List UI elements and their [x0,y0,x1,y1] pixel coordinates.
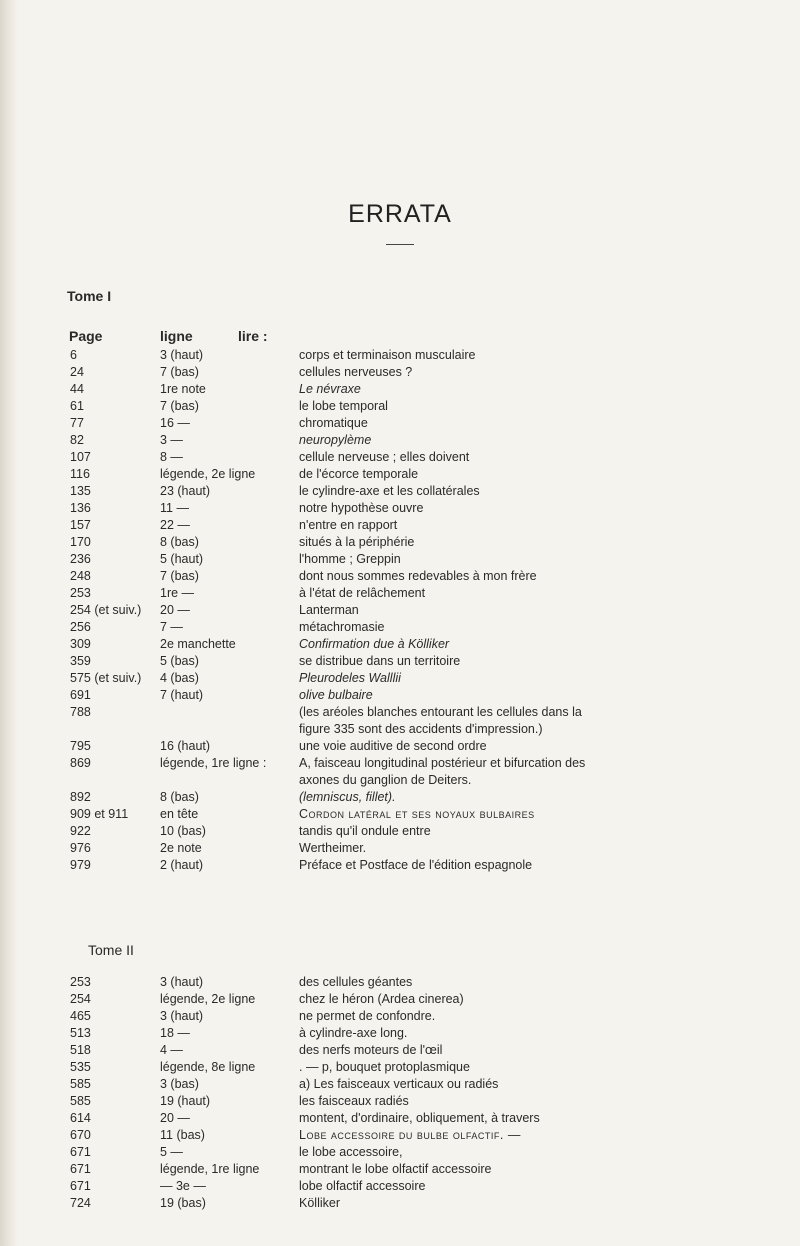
errata-line: 11 (bas) [160,1128,205,1142]
errata-page: 976 [70,841,91,855]
errata-correction: montrant le lobe olfactif accessoire [299,1162,492,1176]
errata-page: 518 [70,1043,91,1057]
errata-line: légende, 1re ligne : [160,756,267,770]
errata-correction: neuropylème [299,433,372,447]
errata-page: 61 [70,399,84,413]
errata-row [0,806,800,823]
errata-row [0,381,800,398]
errata-correction: les faisceaux radiés [299,1094,409,1108]
errata-line: 11 — [160,501,189,515]
errata-page: 24 [70,365,84,379]
errata-page: 256 [70,620,91,634]
errata-correction: Lobe accessoire du bulbe olfactif. — [299,1128,521,1142]
errata-correction: dont nous sommes redevables à mon frère [299,569,537,583]
errata-line: légende, 1re ligne [160,1162,260,1176]
errata-row [0,551,800,568]
errata-correction: chromatique [299,416,368,430]
errata-line: 3 (haut) [160,975,204,989]
errata-line: 1re note [160,382,206,396]
errata-page: 979 [70,858,91,872]
errata-row [0,1178,800,1195]
errata-page: 575 (et suiv.) [70,671,142,685]
errata-line: — 3e — [160,1179,206,1193]
errata-line: 16 — [160,416,190,430]
errata-correction: olive bulbaire [299,688,373,702]
errata-correction: cellules nerveuses ? [299,365,413,379]
errata-line: 7 — [160,620,183,634]
errata-row [0,500,800,517]
errata-row [0,347,800,364]
errata-row [0,704,800,738]
column-header-page: Page [69,328,103,344]
errata-line: 23 (haut) [160,484,211,498]
errata-correction: Lanterman [299,603,359,617]
errata-page: 248 [70,569,91,583]
errata-line: 20 — [160,603,190,617]
errata-row [0,534,800,551]
errata-correction: A, faisceau longitudinal postérieur et bifurcation des [299,756,586,770]
column-header-ligne: ligne [160,328,193,344]
column-header-lire: lire : [238,328,268,344]
errata-page: 671 [70,1179,91,1193]
errata-row [0,466,800,483]
errata-correction: tandis qu'il ondule entre [299,824,431,838]
errata-row [0,840,800,857]
page-title: ERRATA [348,200,452,228]
errata-correction: notre hypothèse ouvre [299,501,424,515]
errata-line: légende, 2e ligne [160,992,256,1006]
errata-line: 2e manchette [160,637,236,651]
errata-page: 254 (et suiv.) [70,603,142,617]
errata-line: 5 — [160,1145,183,1159]
errata-page: 922 [70,824,91,838]
errata-line: 4 — [160,1043,183,1057]
errata-correction: Préface et Postface de l'édition espagnole [299,858,533,872]
errata-row [0,398,800,415]
errata-page: 691 [70,688,91,702]
errata-page: 671 [70,1162,91,1176]
errata-page: 82 [70,433,84,447]
errata-line: 8 (bas) [160,535,199,549]
errata-row [0,1195,800,1212]
errata-correction: une voie auditive de second ordre [299,739,487,753]
errata-page: 170 [70,535,91,549]
errata-page: 107 [70,450,91,464]
errata-correction: chez le héron (Ardea cinerea) [299,992,464,1006]
errata-page: 585 [70,1094,91,1108]
errata-line: 20 — [160,1111,190,1125]
errata-page: 253 [70,975,91,989]
errata-page: 236 [70,552,91,566]
errata-line: 7 (bas) [160,365,199,379]
column-headers [0,328,800,348]
errata-line: 3 (bas) [160,1077,199,1091]
errata-line: 3 (haut) [160,1009,204,1023]
errata-row [0,1110,800,1127]
errata-row [0,415,800,432]
errata-correction: Confirmation due à Kölliker [299,637,450,651]
tome-1-heading: Tome I [67,288,112,304]
errata-line: 2e note [160,841,202,855]
errata-line: 18 — [160,1026,190,1040]
errata-correction: montent, d'ordinaire, obliquement, à travers [299,1111,540,1125]
errata-line: 7 (bas) [160,399,199,413]
tome-2-heading: Tome II [88,942,134,958]
errata-row [0,670,800,687]
errata-page: 909 et 911 [70,807,129,821]
errata-correction: Le névraxe [299,382,361,396]
errata-row [0,483,800,500]
errata-row [0,1025,800,1042]
errata-page: 724 [70,1196,91,1210]
errata-page: 6 [70,348,77,362]
errata-row [0,1161,800,1178]
errata-row [0,823,800,840]
errata-line: 2 (haut) [160,858,204,872]
errata-line: 8 (bas) [160,790,199,804]
errata-correction: se distribue dans un territoire [299,654,461,668]
errata-correction: à cylindre-axe long. [299,1026,408,1040]
errata-line: 8 — [160,450,183,464]
errata-line: 22 — [160,518,190,532]
errata-page: 892 [70,790,91,804]
errata-row [0,857,800,874]
errata-page: 614 [70,1111,91,1125]
errata-row [0,1008,800,1025]
errata-page: 77 [70,416,84,430]
errata-correction: ne permet de confondre. [299,1009,436,1023]
errata-row [0,1144,800,1161]
errata-row [0,602,800,619]
errata-page: 671 [70,1145,91,1159]
errata-row [0,517,800,534]
errata-row [0,1093,800,1110]
errata-row [0,1076,800,1093]
errata-page: 136 [70,501,91,515]
errata-page: 253 [70,586,91,600]
errata-correction: situés à la périphérie [299,535,415,549]
errata-row [0,1127,800,1144]
errata-correction: des cellules géantes [299,975,413,989]
errata-correction: cellule nerveuse ; elles doivent [299,450,470,464]
errata-page: 359 [70,654,91,668]
errata-page: 157 [70,518,91,532]
errata-row [0,755,800,789]
errata-page: 585 [70,1077,91,1091]
errata-correction: Cordon latéral et ses noyaux bulbaires [299,807,535,821]
errata-line: légende, 8e ligne [160,1060,256,1074]
errata-correction: a) Les faisceaux verticaux ou radiés [299,1077,499,1091]
errata-correction: le lobe accessoire, [299,1145,403,1159]
errata-line: 19 (bas) [160,1196,206,1210]
errata-page: 795 [70,739,91,753]
errata-correction: l'homme ; Greppin [299,552,401,566]
errata-correction: Wertheimer. [299,841,367,855]
errata-row [0,1042,800,1059]
errata-line: 7 (haut) [160,688,204,702]
errata-correction: (les aréoles blanches entourant les cellules dans la [299,705,582,719]
errata-correction: le cylindre-axe et les collatérales [299,484,480,498]
errata-row [0,687,800,704]
errata-correction: Kölliker [299,1196,340,1210]
errata-correction: n'entre en rapport [299,518,398,532]
errata-page: 535 [70,1060,91,1074]
errata-correction-continued: figure 335 sont des accidents d'impression.) [299,722,543,736]
errata-row [0,364,800,381]
errata-page: 254 [70,992,91,1006]
errata-row [0,568,800,585]
errata-row [0,619,800,636]
errata-correction: métachromasie [299,620,385,634]
errata-page: 869 [70,756,91,770]
errata-page: 465 [70,1009,91,1023]
errata-correction: des nerfs moteurs de l'œil [299,1043,443,1057]
errata-row [0,974,800,991]
errata-row [0,653,800,670]
errata-page: 135 [70,484,91,498]
errata-correction: (lemniscus, fillet). [299,790,396,804]
tome-1-errata-list [0,347,800,874]
errata-correction: de l'écorce temporale [299,467,419,481]
errata-correction: à l'état de relâchement [299,586,426,600]
errata-correction: Pleurodeles Walllii [299,671,401,685]
errata-line: 16 (haut) [160,739,211,753]
errata-correction-continued: axones du ganglion de Deiters. [299,773,472,787]
errata-correction: . — p, bouquet protoplasmique [299,1060,470,1074]
errata-line: 3 (haut) [160,348,204,362]
errata-row [0,1059,800,1076]
errata-page: 670 [70,1128,91,1142]
title-rule [386,244,414,245]
errata-line: 1re — [160,586,195,600]
errata-row [0,789,800,806]
errata-line: 5 (bas) [160,654,199,668]
errata-page: 309 [70,637,91,651]
errata-row [0,432,800,449]
errata-line: 5 (haut) [160,552,204,566]
errata-row [0,449,800,466]
errata-line: en tête [160,807,199,821]
tome-2-errata-list [0,974,800,1212]
errata-row [0,991,800,1008]
errata-row [0,636,800,653]
errata-correction: corps et terminaison musculaire [299,348,476,362]
errata-line: 19 (haut) [160,1094,211,1108]
errata-correction: le lobe temporal [299,399,388,413]
errata-row [0,738,800,755]
errata-line: légende, 2e ligne [160,467,256,481]
errata-line: 3 — [160,433,183,447]
errata-line: 10 (bas) [160,824,206,838]
errata-page: 116 [70,467,90,481]
errata-page: 44 [70,382,84,396]
errata-page: 788 [70,705,91,719]
errata-correction: lobe olfactif accessoire [299,1179,426,1193]
errata-line: 4 (bas) [160,671,199,685]
errata-line: 7 (bas) [160,569,199,583]
errata-row [0,585,800,602]
errata-page: 513 [70,1026,91,1040]
